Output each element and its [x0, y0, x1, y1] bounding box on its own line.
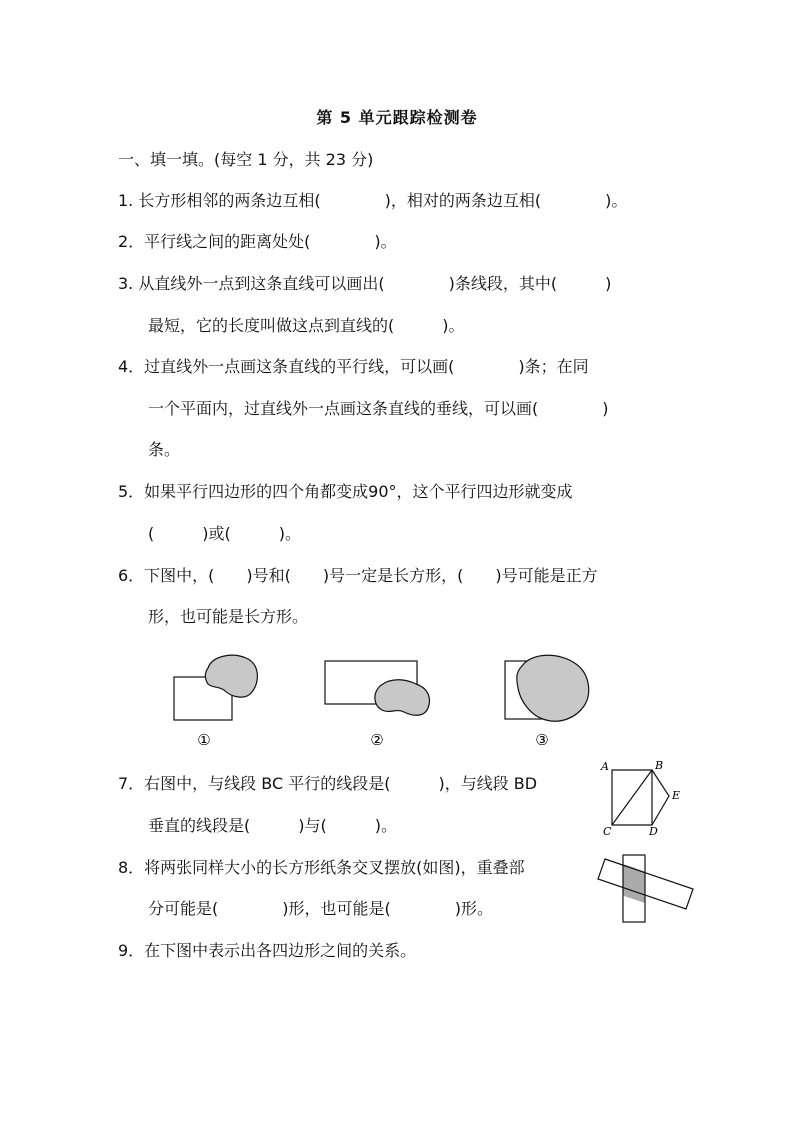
question-8-line-1: 8．将两张同样大小的长方形纸条交叉摆放(如图)，重叠部 — [118, 858, 525, 877]
figure-6-blob-2 — [375, 680, 430, 716]
question-5-line-2: ( )或( )。 — [148, 524, 301, 543]
question-3-line-2: 最短，它的长度叫做这点到直线的( )。 — [148, 316, 465, 335]
figure-7-label-b: B — [655, 759, 664, 772]
section-heading: 一、填一填。(每空 1 分，共 23 分) — [118, 150, 374, 169]
question-6-line-2: 形，也可能是长方形。 — [148, 607, 309, 626]
question-7-line-1: 7．右图中，与线段 BC 平行的线段是( )，与线段 BD — [118, 774, 538, 793]
figure-7-diagram — [595, 760, 690, 840]
question-1: 1. 长方形相邻的两条边互相( )，相对的两条边互相( )。 — [118, 191, 628, 210]
question-9: 9．在下图中表示出各四边形之间的关系。 — [118, 941, 417, 960]
question-4-line-2: 一个平面内，过直线外一点画这条直线的垂线，可以画( ) — [148, 399, 609, 418]
question-5-line-1: 5．如果平行四边形的四个角都变成90°，这个平行四边形就变成 — [118, 482, 573, 501]
question-4-line-1: 4．过直线外一点画这条直线的平行线，可以画( )条；在同 — [118, 357, 589, 376]
question-3-line-1: 3. 从直线外一点到这条直线可以画出( )条线段，其中( ) — [118, 274, 612, 293]
figure-7-label-e: E — [672, 789, 681, 802]
question-2: 2．平行线之间的距离处处( )。 — [118, 232, 397, 251]
figure-6-shapes — [160, 650, 610, 750]
figure-8-crossed-strips — [595, 850, 695, 930]
figure-7-triangle-bde — [652, 770, 669, 825]
figure-7-label-a: A — [601, 760, 609, 773]
question-4-line-3: 条。 — [148, 440, 181, 459]
figure-6-caption-2: ② — [370, 731, 384, 749]
figure-6-caption-1: ① — [197, 731, 211, 749]
question-6-line-1: 6．下图中，( )号和( )号一定是长方形，( )号可能是正方 — [118, 566, 598, 585]
figure-7-diagonal-bd — [612, 770, 652, 825]
figure-6-caption-3: ③ — [535, 731, 549, 749]
page-title: 第 5 单元跟踪检测卷 — [316, 108, 478, 127]
figure-7-label-c: C — [603, 825, 612, 838]
figure-8-overlap — [623, 864, 645, 903]
question-7-line-2: 垂直的线段是( )与( )。 — [148, 816, 397, 835]
question-8-line-2: 分可能是( )形，也可能是( )形。 — [148, 899, 493, 918]
figure-7-label-d: D — [649, 825, 658, 838]
